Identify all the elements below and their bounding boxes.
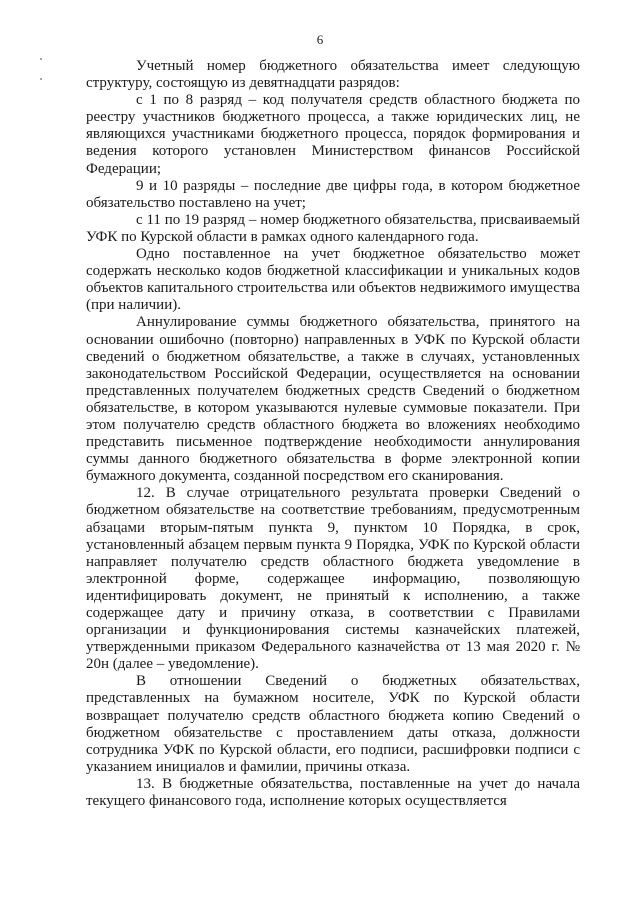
paragraph-digits-9-10: 9 и 10 разряды – последние две цифры года, в котором бюджетное обязательство поставлено на учет; <box>86 177 580 211</box>
margin-mark <box>40 58 42 60</box>
document-body <box>86 58 580 810</box>
paragraph-paper-submissions: В отношении Сведений о бюджетных обязательствах, представленных на бумажном носителе, УФК по Курской области возвращает получателю средств областного бюджета копию Сведений о бюджетном обязательстве с проставлением даты отказа, должности сотрудника УФК по Курской области, его подписи, расшифровки подписи с указанием инициалов и фамилии, причины отказа. <box>86 673 580 775</box>
paragraph-digits-11-19: с 11 по 19 разряд – номер бюджетного обязательства, присваиваемый УФК по Курской области в рамках одного календарного года. <box>86 211 580 245</box>
page-number: 6 <box>316 32 324 47</box>
paragraph-account-number-structure: Учетный номер бюджетного обязательства имеет следующую структуру, состоящую из девятнадцати разрядов: <box>86 58 580 92</box>
paragraph-digits-1-8: с 1 по 8 разряд – код получателя средств областного бюджета по реестру участников бюджетного процесса, а также юридических лиц, не являющихся участниками бюджетного процесса, порядок формирования и ведения которого установлен Министерством финансов Российской Федерации; <box>86 92 580 177</box>
margin-mark <box>40 78 42 80</box>
paragraph-classification-codes: Одно поставленное на учет бюджетное обязательство может содержать несколько кодов бюджетной классификации и уникальных кодов объектов капитального строительства или объектов недвижимого имущества (при наличии). <box>86 246 580 314</box>
paragraph-item-12: 12. В случае отрицательного результата проверки Сведений о бюджетном обязательстве на соответствие требованиям, предусмотренным абзацами вторым-пятым пункта 9, пунктом 10 Порядка, в срок, установленный абзацем первым пункта 9 Порядка, УФК по Курской области направляет получателю средств областного бюджета уведомление в электронной форме, содержащее информацию, позволяющую идентифицировать документ, не принятый к исполнению, а также содержащее дату и причину отказа, в соответствии с Правилами организации и функционирования системы казначейских платежей, утвержденными приказом Федерального казначейства от 13 мая 2020 г. № 20н (далее – уведомление). <box>86 485 580 673</box>
paragraph-item-13: 13. В бюджетные обязательства, поставленные на учет до начала текущего финансового года, исполнение которых осуществляется <box>86 775 580 810</box>
paragraph-cancellation: Аннулирование суммы бюджетного обязательства, принятого на основании ошибочно (повторно) направленных в УФК по Курской области сведений о бюджетном обязательстве, а также в случаях, установленных законодательством Российской Федерации, осуществляется на основании представленных получателем бюджетных средств Сведений о бюджетном обязательстве, в котором указываются нулевые суммовые показатели. При этом получателю средств областного бюджета во вложениях необходимо представить письменное подтверждение необходимости аннулирования суммы данного бюджетного обязательства в форме электронной копии бумажного документа, созданной посредством его сканирования. <box>86 314 580 485</box>
